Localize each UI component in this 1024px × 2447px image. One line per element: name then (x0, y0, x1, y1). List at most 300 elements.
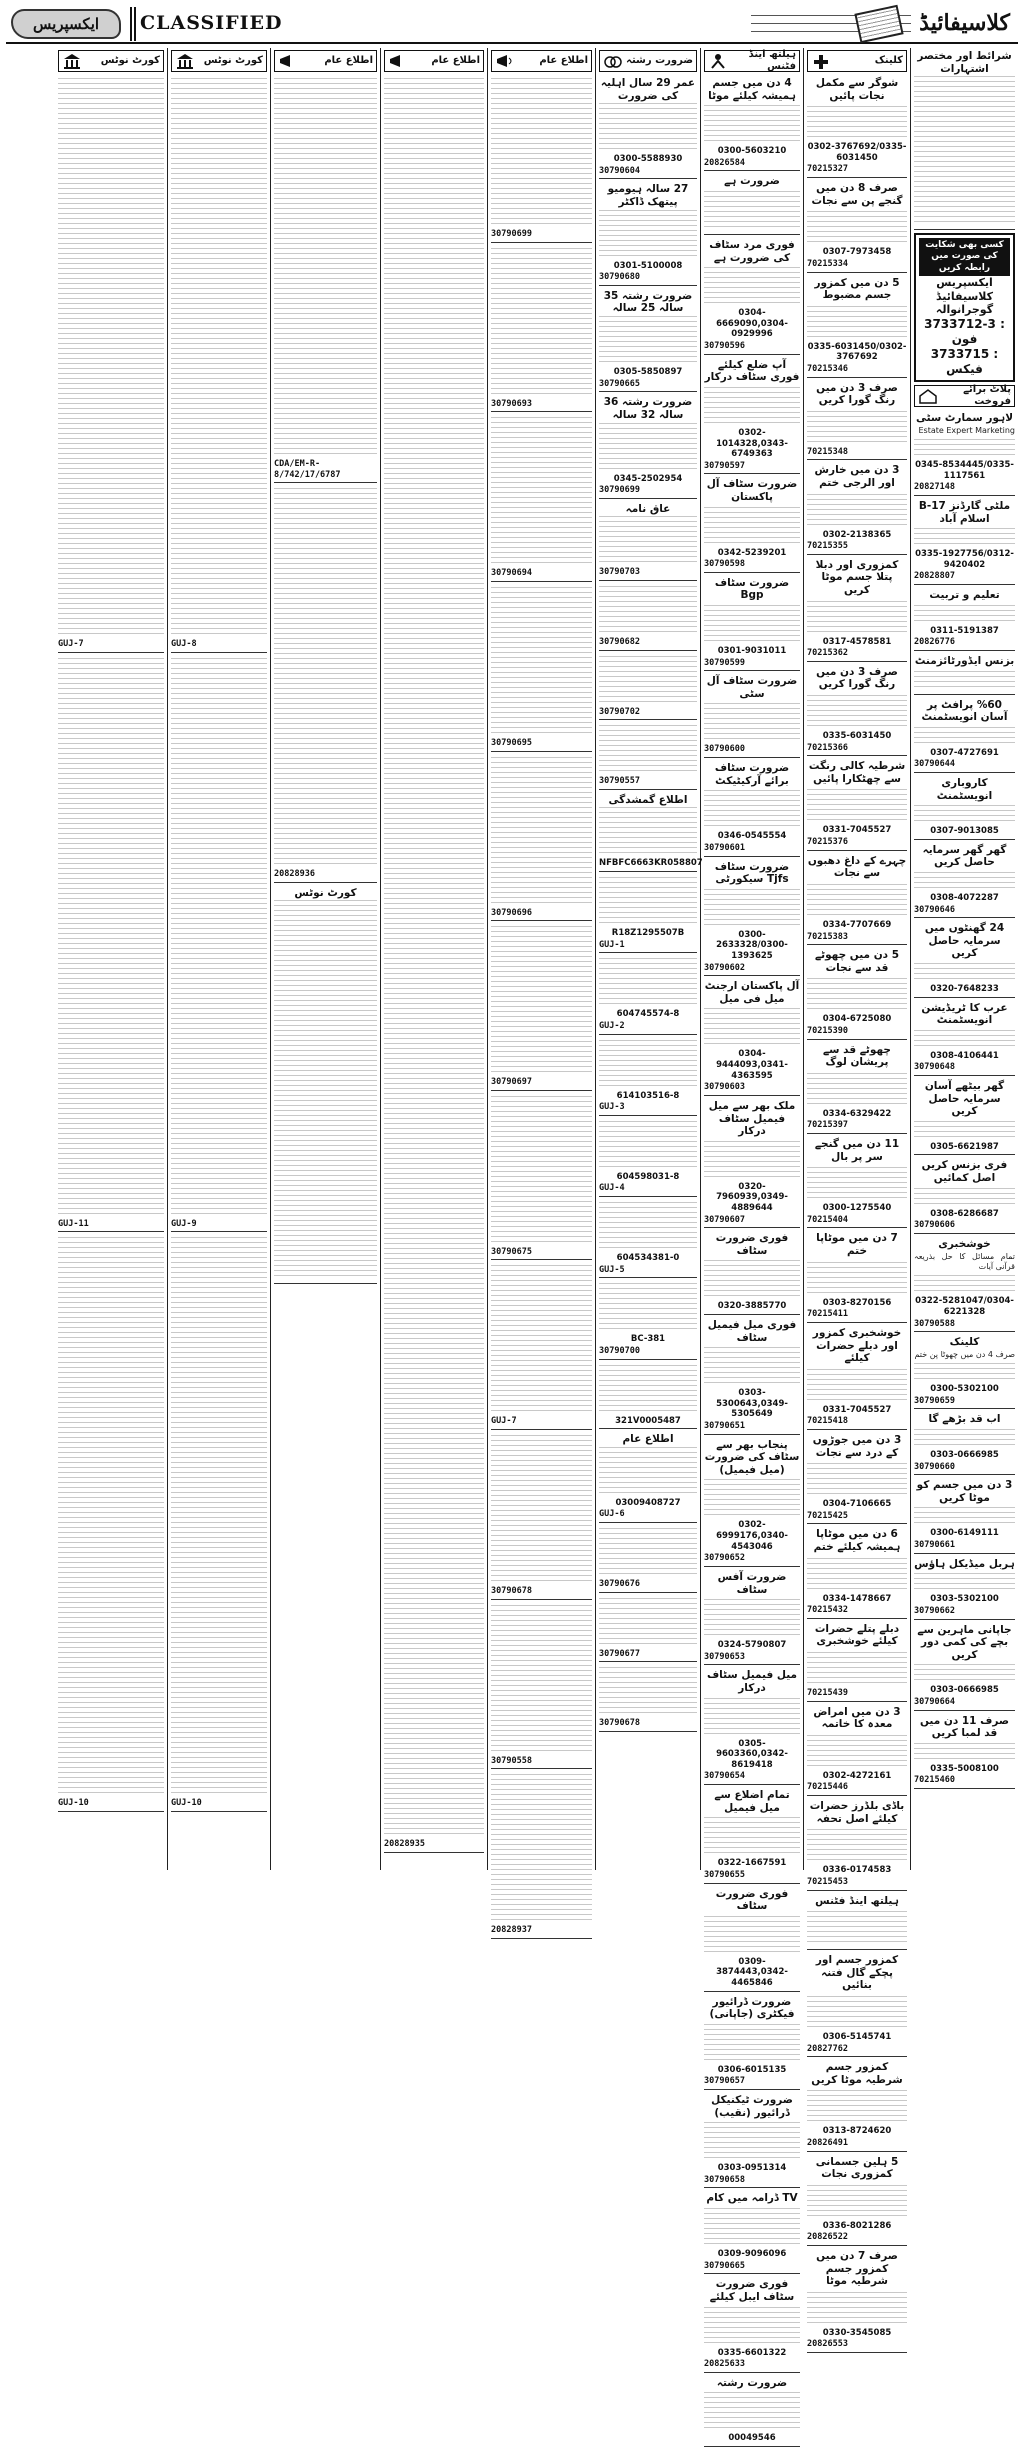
ad-reference-number: GUJ-8 (171, 639, 197, 649)
ad-reference-number: GUJ-2 (599, 1020, 625, 1031)
column-1-ads (914, 410, 1015, 1789)
ad-title: صرف 8 دن میں گنجے پن سے نجات (811, 182, 903, 207)
ad-text-lines (807, 1555, 907, 1593)
ad-text-lines (58, 1237, 164, 1797)
ad-title: ضرورت ڈرائیور فیکٹری (جاپانی) (709, 1995, 795, 2021)
ad-phone: 0334-7707669 (822, 919, 892, 930)
ad-text-lines (491, 926, 592, 1076)
ad-text-lines (704, 385, 800, 427)
column-6 (380, 48, 487, 1870)
ad-text-lines (491, 417, 592, 567)
ad-phone: 614103516-8 (616, 1090, 680, 1101)
classified-ad (704, 173, 800, 235)
ad-reference-number: 30790602 (704, 962, 745, 973)
classified-ad (704, 575, 800, 671)
column-8 (167, 48, 270, 1870)
ad-text-lines (599, 316, 697, 366)
masthead-separator (130, 7, 136, 41)
classified-ad (807, 1526, 907, 1618)
classified-ad (171, 1234, 267, 1812)
classified-ad (599, 1525, 697, 1593)
classified-ad (599, 75, 697, 179)
ad-reference-number: 30790659 (914, 1395, 955, 1406)
ad-phone: 0303-8270156 (822, 1297, 892, 1308)
ad-title: فوری ضرورت سٹاف (715, 1887, 789, 1913)
column-8-ads (171, 75, 267, 1812)
megaphone-icon (278, 53, 298, 69)
classified-ad (914, 1334, 1015, 1409)
ad-reference-number: 70215418 (807, 1416, 848, 1427)
ad-reference-number: 70215411 (807, 1309, 848, 1320)
classified-ad (807, 1136, 907, 1228)
ad-text-lines (599, 1202, 697, 1252)
ad-reference-number: 30790682 (599, 636, 640, 647)
medical-cross-icon (811, 53, 831, 69)
classified-ad (599, 1664, 697, 1732)
ad-reference-number: 30790699 (491, 229, 532, 239)
ad-phone: 0335-6031450/0302-3767692 (807, 341, 907, 363)
ad-text-lines (807, 692, 907, 730)
ad-reference-number: GUJ-4 (599, 1183, 625, 1194)
ad-text-lines (704, 505, 800, 547)
ad-phone: 604745574-8 (616, 1009, 680, 1020)
ad-phone: 0302-3767692/0335-6031450 (807, 142, 907, 163)
ad-text-lines (599, 877, 697, 927)
classified-ad (599, 955, 697, 1034)
classified-ad (807, 947, 907, 1039)
ad-reference-number: 70215404 (807, 1214, 848, 1225)
ad-phone: 321V0005487 (615, 1415, 681, 1426)
ad-title: فوری مرد سٹاف کی ضرورت ہے (709, 239, 795, 264)
classified-ad (171, 655, 267, 1233)
ad-text-lines (914, 1273, 1015, 1295)
ad-title: عرب کا ٹریڈیشن انویسٹمنٹ (921, 1001, 1008, 1027)
ad-text-lines (599, 1598, 697, 1648)
newspaper-graphic-icon (751, 7, 911, 41)
ad-title: تمام اضلاع سے میل فیمیل (714, 1789, 790, 1814)
ad-reference-number: 30790644 (914, 759, 955, 770)
section-header-notice: اطلاع عام (491, 50, 592, 72)
classified-ad (491, 1432, 592, 1600)
ad-phone: 0302-6999176,0340-4543046 (716, 1520, 788, 1552)
ad-text-lines (807, 1164, 907, 1202)
ad-reference-number: GUJ-11 (58, 1218, 89, 1229)
ad-text-lines (599, 210, 697, 260)
ad-text-lines (807, 2087, 907, 2125)
ad-phone: 00049546 (728, 2433, 776, 2444)
classified-ad (704, 1437, 800, 1567)
ad-text-lines (704, 887, 800, 929)
section-title: CLASSIFIED (140, 12, 283, 35)
ad-title: کلینک (949, 1336, 980, 1349)
classified-ad (704, 760, 800, 856)
ad-text-lines (599, 103, 697, 153)
classified-ad (599, 792, 703, 872)
ad-text-lines (704, 2390, 800, 2432)
ad-text-lines (704, 2120, 800, 2162)
ad-text-lines (807, 2289, 907, 2327)
ad-text-lines (171, 78, 267, 638)
ad-text-lines (704, 1258, 800, 1300)
ad-text-lines (914, 1427, 1015, 1449)
ad-title: بزنس ایڈورٹائزمنٹ (914, 654, 1015, 667)
ad-phone: 0304-9444093,0341-4363595 (716, 1049, 788, 1081)
classified-ad (914, 498, 1015, 585)
ad-title: لاہور سمارٹ سٹی (915, 412, 1014, 425)
ad-title: 27 سالہ ہیومیو پیتھک ڈاکٹر (607, 183, 689, 209)
ad-reference-number: GUJ-10 (171, 1798, 202, 1809)
ad-text-lines (704, 701, 800, 743)
classified-ad (599, 1595, 697, 1663)
classified-ad (914, 1078, 1015, 1155)
ad-phone: 0335-6601322 (717, 2347, 787, 2358)
ad-text-lines (704, 2305, 800, 2347)
ad-reference-number: 70215390 (807, 1025, 848, 1036)
ad-text-lines (914, 803, 1015, 825)
classified-ad (914, 1000, 1015, 1076)
rings-icon (603, 53, 623, 69)
ad-reference-number: 70215453 (807, 1876, 848, 1887)
ad-phone: 0300-5302100 (930, 1384, 999, 1395)
ad-phone: 0346-0545554 (717, 831, 787, 842)
ad-text-lines (599, 656, 697, 706)
ad-title: صرف 3 دن میں رنگ گورا کریں (816, 665, 898, 691)
ad-reference-number: 30790596 (704, 341, 745, 352)
classified-ad (704, 1886, 800, 1992)
ad-reference-number: GUJ-6 (599, 1509, 625, 1520)
classified-ad (599, 1362, 697, 1430)
ad-reference-number: 70215334 (807, 258, 848, 269)
ad-reference-number: 20826776 (914, 637, 955, 648)
ad-title: ضرورت رشتہ (716, 2376, 788, 2389)
ad-text-lines (807, 1732, 907, 1770)
ad-reference-number: 30790664 (914, 1696, 955, 1707)
classified-ad (58, 1234, 164, 1812)
classified-ad (274, 75, 377, 483)
classified-ad (914, 587, 1015, 651)
ad-phone: 0331-7045527 (822, 1404, 892, 1415)
ad-phone: BC-381 (630, 1334, 666, 1345)
classified-ad (807, 1325, 907, 1430)
ad-reference-number: 70215397 (807, 1120, 848, 1131)
ad-reference-number: 70215362 (807, 648, 848, 659)
ad-title: گھر بیٹھے آسان سرمایہ حاصل کریں (924, 1080, 1005, 1118)
ad-title: ملٹی گارڈنز B-17 اسلام آباد (918, 500, 1011, 525)
ad-title: ضرورت ہے (724, 175, 780, 188)
ad-title: شوگر سے مکمل نجات پائیں (815, 77, 899, 102)
classified-ad (704, 2190, 800, 2274)
ad-text-lines (807, 1366, 907, 1404)
classified-ad (599, 1199, 697, 1278)
ad-text-lines (491, 1435, 592, 1585)
ad-text-lines (491, 587, 592, 737)
classified-ad (491, 245, 592, 413)
column-3-ads (704, 75, 800, 2447)
ad-reference-number: 30790557 (599, 776, 640, 787)
ad-reference-number: 70215446 (807, 1782, 848, 1793)
ad-title: صرف 11 دن میں قد لمبا کریں (919, 1714, 1010, 1740)
ad-phone: 0311-5191387 (930, 625, 999, 636)
ad-title: باڈی بلڈرز حضرات کیلئے اصل تحفہ (809, 1800, 905, 1825)
ad-reference-number: 30790665 (704, 2260, 745, 2271)
ad-text-lines (704, 603, 800, 645)
classified-ad (599, 394, 697, 498)
ad-text-lines (914, 1119, 1015, 1141)
classified-ad (807, 664, 907, 756)
urdu-section-title: کلاسیفائیڈ (919, 10, 1010, 37)
ad-text-lines (807, 1070, 907, 1108)
ad-reference-number: GUJ-7 (58, 639, 84, 649)
ad-text-lines (599, 1365, 697, 1415)
ad-text-lines (599, 1121, 697, 1171)
ad-phone: 0330-3545085 (822, 2327, 892, 2338)
ad-text-lines (599, 1528, 697, 1578)
ad-phone: 0320-3885770 (717, 1301, 787, 1312)
classified-ad (599, 1431, 697, 1523)
ad-phone: 0302-2138365 (822, 529, 892, 540)
ad-title: 5 دن میں چھوٹے قد سے نجات (814, 949, 900, 974)
ad-reference-number: 30790693 (491, 398, 532, 409)
ad-reference-number: 30790599 (704, 657, 745, 668)
ad-text-lines (704, 1815, 800, 1857)
ad-phone: 03009408727 (615, 1497, 681, 1508)
classified-ad (274, 485, 377, 883)
classified-ad (914, 842, 1015, 918)
ad-phone: 0342-5239201 (717, 547, 787, 558)
ad-text-lines (704, 1914, 800, 1956)
complaint-title: کسی بھی شکایت کی صورت میں رابطہ کریں (919, 238, 1010, 276)
masthead (6, 6, 1018, 44)
classified-ad (704, 1667, 800, 1785)
ad-reference-number: GUJ-5 (599, 1264, 625, 1275)
ad-title: کمزور جسم شرطیہ موٹا کریں (811, 2061, 903, 2086)
ad-title: ضرورت سٹاف آل سٹی (706, 675, 798, 700)
ad-phone: 0331-7045527 (822, 825, 892, 836)
ad-reference-number: 70215346 (807, 363, 848, 374)
ad-text-lines (704, 1696, 800, 1738)
ad-text-lines (491, 1265, 592, 1415)
ad-phone: 604534381-0 (616, 1253, 680, 1264)
ad-reference-number: GUJ-3 (599, 1102, 625, 1113)
classified-ad (704, 357, 800, 475)
ad-reference-number: 70215348 (807, 446, 848, 457)
ad-reference-number: 30790604 (599, 165, 640, 176)
classified-ad (384, 75, 484, 1853)
ad-title: چہرے کے داغ دھبوں سے نجات (807, 854, 907, 880)
ad-phone: 0335-5008100 (930, 1763, 999, 1774)
ad-text-lines (914, 1741, 1015, 1763)
ad-phone: 0304-6669090,0304-0929996 (716, 308, 788, 340)
ad-reference-number: 20827148 (914, 482, 955, 493)
ad-body: Estate Expert Marketing (918, 425, 1015, 435)
ad-text-lines (914, 1505, 1015, 1527)
ad-reference-number: 30790661 (914, 1540, 955, 1551)
ad-phone: 0322-5281047/0304-6221328 (915, 1296, 1014, 1317)
classified-ad (807, 1230, 907, 1322)
ad-phone: 0304-6725080 (822, 1014, 892, 1025)
ad-text-lines (58, 78, 164, 638)
ad-text-lines (807, 1460, 907, 1498)
classified-ad (491, 414, 592, 582)
ad-text-lines (599, 516, 697, 566)
ad-title: صرف 7 دن میں کمزور جسم شرطیہ موٹا (816, 2250, 898, 2288)
ad-phone: 0303-0951314 (717, 2163, 787, 2174)
ad-reference-number: 30790600 (704, 744, 745, 755)
classified-ad (599, 288, 697, 392)
express-logo (6, 7, 126, 41)
ad-text-lines (807, 881, 907, 919)
section-header-notice-2: اطلاع عام (384, 50, 484, 72)
ad-text-lines (914, 1186, 1015, 1208)
ad-body: تمام مسائل کا حل بذریعہ قرآنی آیات (914, 1251, 1015, 1271)
ad-title: 3 دن میں خارش اور الرجی ختم (814, 464, 900, 489)
classified-ad (807, 2059, 907, 2151)
ad-phone: R18Z1295507B (611, 928, 685, 939)
ad-reference-number: 30790676 (599, 1579, 640, 1590)
ad-title: ملک بھر سے میل فیمیل سٹاف درکار (708, 1099, 796, 1138)
column-2-ads (807, 75, 907, 2353)
ad-reference-number: 70215327 (807, 164, 848, 175)
classified-ad (704, 673, 800, 758)
ad-reference-number: 30790702 (599, 706, 640, 717)
classified-ad (807, 557, 907, 662)
ad-text-lines (807, 975, 907, 1013)
ad-title: پنجاب بھر سے سٹاف کی ضرورت (میل فیمیل) (704, 1438, 800, 1476)
section-header-court-2: کورٹ نوٹس (58, 50, 164, 72)
classified-ad (704, 476, 800, 572)
section-header-court: کورٹ نوٹس (171, 50, 267, 72)
classified-ad (807, 1704, 907, 1796)
ad-text-lines (599, 423, 697, 473)
classified-ad (914, 1411, 1015, 1475)
ad-title: چھوٹے قد سے پریشان لوگ (823, 1043, 891, 1069)
classified-ad (599, 1118, 697, 1197)
ad-text-lines (704, 1345, 800, 1387)
ad-text-lines (704, 1006, 800, 1048)
ad-phone: 0309-3874443,0342-4465846 (716, 1956, 788, 1988)
ad-title: کمزور جسم اور پچکے گال فتنہ بنائیں (815, 1954, 899, 1992)
ad-reference-number: 20826553 (807, 2339, 848, 2350)
ad-title: ضرورت سٹاف برائے آرکیٹیکٹ (714, 762, 790, 787)
ad-text-lines (914, 1571, 1015, 1593)
ad-reference-number: 30790662 (914, 1605, 955, 1616)
classified-ad (491, 1093, 592, 1261)
ad-text-lines (807, 1826, 907, 1864)
ad-reference-number: 30790677 (599, 1648, 640, 1659)
ad-phone: 0313-8724620 (822, 2126, 892, 2137)
ad-reference-number: 70215376 (807, 837, 848, 848)
complaint-phone: 3733712-3 : فون (924, 317, 1005, 347)
ad-phone: 0336-8021286 (822, 2220, 892, 2231)
ad-text-lines (704, 189, 800, 231)
complaint-box (914, 233, 1015, 382)
ad-text-lines (704, 788, 800, 830)
ad-reference-number: 70215355 (807, 541, 848, 552)
classified-ad (274, 885, 377, 1285)
classified-ad (807, 180, 907, 272)
classified-ad (704, 2276, 800, 2372)
ad-text-lines (807, 1649, 907, 1687)
ad-reference-number: 30790588 (914, 1318, 955, 1329)
ad-phone: 0302-1014328,0343-6749363 (716, 427, 788, 460)
ad-reference-number: 30790680 (599, 272, 640, 283)
ad-reference-number: 30790654 (704, 1771, 745, 1782)
ad-phone: 0300-1275540 (822, 1203, 892, 1214)
ad-phone: 0306-6015135 (717, 2064, 787, 2075)
classified-ad (491, 584, 592, 752)
ad-reference-number: 30790678 (491, 1586, 532, 1596)
ad-text-lines (807, 1908, 907, 1946)
classified-ad (599, 1037, 697, 1116)
ad-text-lines (807, 208, 907, 246)
classified-ad (914, 1556, 1015, 1620)
column-7-ads (274, 75, 377, 1284)
ad-text-lines (914, 526, 1015, 548)
ad-text-lines (599, 586, 697, 636)
ad-text-lines (704, 2022, 800, 2064)
ad-title: اطلاع عام (622, 1433, 674, 1446)
ad-phone: 0308-4072287 (930, 892, 999, 903)
ad-text-lines (914, 603, 1015, 625)
classified-ad (171, 75, 267, 653)
ad-title: ہیلتھ اینڈ فٹنس (815, 1894, 899, 1907)
classified-ad (704, 859, 800, 977)
column-9 (55, 48, 167, 1870)
classified-ad (599, 722, 697, 790)
ad-phone: 0335-1927756/0312-9420402 (915, 549, 1014, 570)
classified-ad (704, 1569, 800, 1665)
ad-text-lines (171, 658, 267, 1218)
classified-ad (599, 1280, 697, 1359)
ad-reference-number: 30790697 (491, 1077, 532, 1088)
classified-ad (914, 1713, 1015, 1789)
classified-ad (704, 75, 800, 171)
ad-title: صرف 3 دن میں رنگ گورا کریں (816, 381, 898, 407)
ad-text-lines (491, 757, 592, 907)
classified-ad (914, 1622, 1015, 1711)
ad-title: 7 دن میں موٹاپا ختم (816, 1232, 898, 1258)
ad-reference-number: 70215425 (807, 1510, 848, 1521)
ad-reference-number: 30790699 (599, 485, 640, 496)
ad-title: میل فیمیل سٹاف درکار (706, 1669, 798, 1694)
classified-ad (807, 1621, 907, 1702)
ad-text-lines (807, 491, 907, 529)
ad-reference-number: 70215439 (807, 1688, 848, 1698)
ad-reference-number: 30790694 (491, 568, 532, 579)
ad-text-lines (914, 437, 1015, 459)
ad-reference-number: 30790646 (914, 904, 955, 915)
ad-title: ضرورت آفس سٹاف (717, 1570, 787, 1596)
ad-reference-number: 20826584 (704, 157, 745, 168)
ad-reference-number: 30790655 (704, 1869, 745, 1880)
ad-phone: 0308-6286687 (930, 1208, 999, 1219)
ad-reference-number: 30790601 (704, 842, 745, 853)
classified-ad (914, 697, 1015, 773)
ad-text-lines (704, 265, 800, 307)
ad-title: 11 دن میں گنجے سر پر بال (814, 1138, 900, 1163)
ad-text-lines (491, 1605, 592, 1755)
megaphone-icon (495, 53, 515, 69)
ad-phone: 604598031-8 (616, 1171, 680, 1182)
ad-reference-number: 30790606 (914, 1220, 955, 1231)
ad-text-lines (274, 78, 377, 458)
ad-title: 24 گھنٹوں میں سرمایہ حاصل کریں (924, 922, 1005, 960)
classified-ad (58, 75, 164, 653)
ad-title: آل پاکستان ارجنٹ میل فی میل (704, 980, 800, 1005)
ad-body: صرف 4 دن میں چھوٹا پن ختم (914, 1349, 1015, 1359)
classified-ad (491, 1262, 592, 1430)
ad-text-lines (491, 78, 592, 228)
